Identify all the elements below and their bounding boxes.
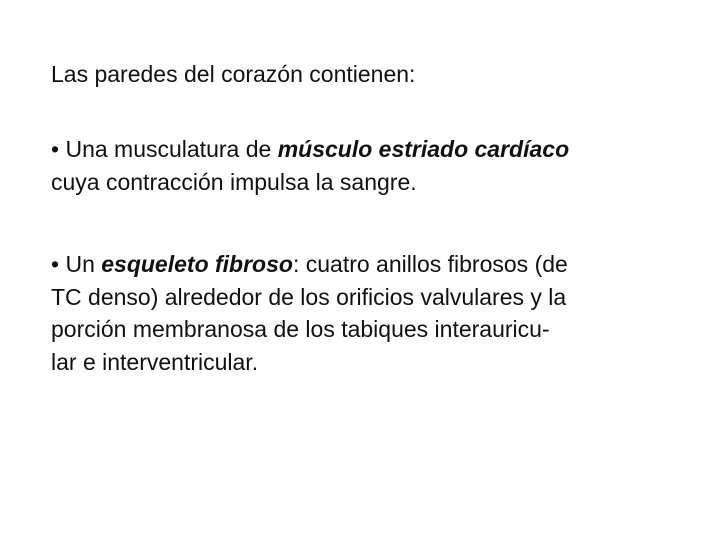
bullet-skeleton-line-4: lar e interventricular. xyxy=(51,348,259,375)
bullet-musculature-line-2: cuya contracción impulsa la sangre. xyxy=(51,168,417,195)
bullet-skeleton-post: : cuatro anillos fibrosos (de xyxy=(292,251,568,277)
bullet-marker: • xyxy=(51,136,60,162)
bullet-marker: • xyxy=(51,251,60,277)
bullet-skeleton-line-3: porción membranosa de los tabiques interauricu- xyxy=(51,316,550,342)
intro-text: Las paredes del corazón contienen: xyxy=(51,61,416,87)
bullet-skeleton-line-2: TC denso) alrededor de los orificios valvulares y la xyxy=(51,283,567,310)
term-cardiac-muscle: músculo estriado cardíaco xyxy=(277,136,570,162)
bullet-musculature-pre: Una musculatura de xyxy=(65,136,272,162)
bullet-skeleton xyxy=(51,248,711,378)
bullet-musculature xyxy=(51,133,711,198)
bullet-musculature-line-1 xyxy=(51,133,711,166)
term-fibrous-skeleton: esqueleto fibroso xyxy=(101,251,293,277)
bullet-skeleton-pre: Un xyxy=(65,251,95,277)
bullet-skeleton-line-1 xyxy=(51,248,711,281)
